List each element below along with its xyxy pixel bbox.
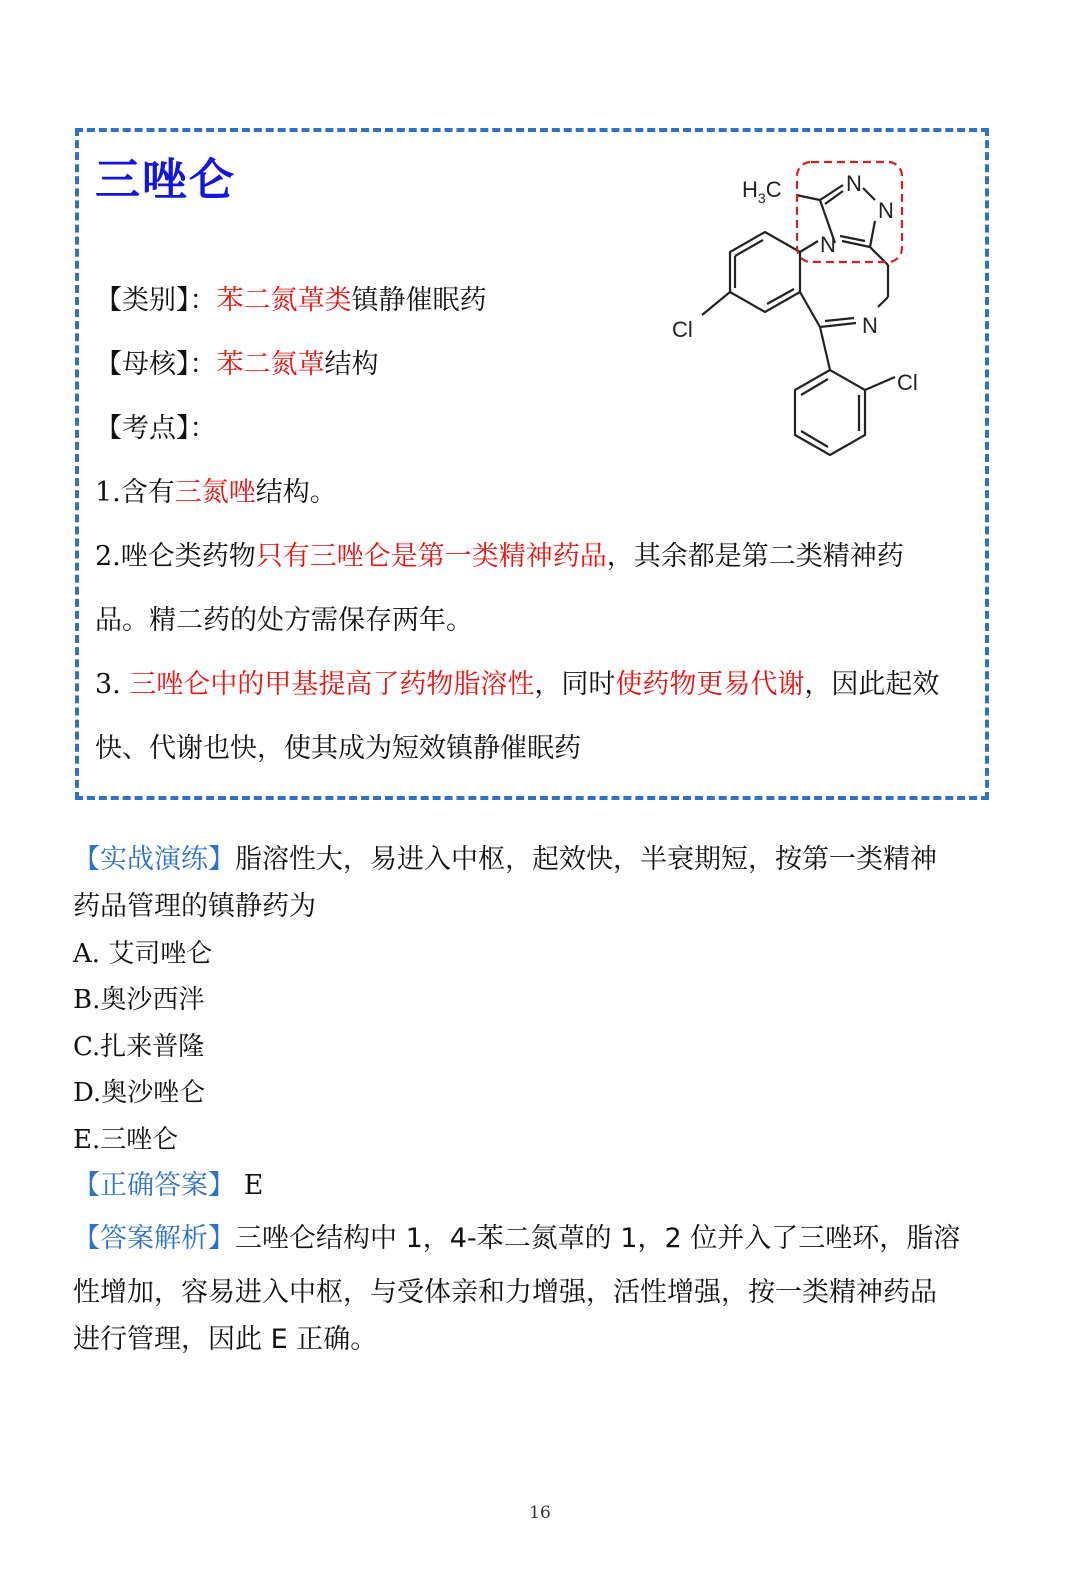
points-label: 【考点】：	[95, 413, 217, 444]
option-b: B.奥沙西泮	[73, 985, 205, 1015]
analysis-tag: 【答案解析】	[73, 1223, 235, 1254]
cl-right-label: Cl	[897, 370, 918, 395]
benzene-ring-a	[730, 232, 800, 312]
option-c: C.扎来普隆	[73, 1032, 205, 1062]
n-imine-label: N	[862, 313, 878, 338]
benzene-ring-b	[795, 370, 865, 455]
option-d: D.奥沙唑仑	[73, 1078, 206, 1108]
analysis-line2: 性增加，容易进入中枢，与受体亲和力增强，活性增强，按一类精神药品	[73, 1277, 937, 1308]
nucleus-line: 【母核】：苯二氮䓬结构	[95, 349, 379, 380]
page-number: 16	[529, 1503, 551, 1523]
analysis-line1: 【答案解析】三唑仑结构中 1，4-苯二氮䓬的 1，2 位并入了三唑环，脂溶	[73, 1223, 961, 1254]
point-3: 3. 三唑仑中的甲基提高了药物脂溶性，同时使药物更易代谢，因此起效	[95, 669, 940, 700]
analysis-line3: 进行管理，因此 E 正确。	[73, 1324, 378, 1355]
cl-left-label: Cl	[672, 317, 693, 342]
point-3-continued: 快、代谢也快，使其成为短效镇静催眠药	[95, 733, 581, 764]
n-top-label: N	[846, 171, 862, 196]
option-e: E.三唑仑	[73, 1125, 179, 1155]
triazolam-structure	[660, 155, 930, 475]
answer-line: 【正确答案】 E	[73, 1170, 264, 1201]
exercise-question-line1: 【实战演练】脂溶性大，易进入中枢，起效快，半衰期短，按第一类精神	[73, 844, 937, 875]
n-ring-label: N	[820, 232, 836, 257]
answer-tag: 【正确答案】	[73, 1170, 235, 1201]
card-title: 三唑仑	[95, 153, 237, 206]
point-2: 2.唑仑类药物只有三唑仑是第一类精神药品，其余都是第二类精神药	[95, 541, 904, 572]
point-1: 1.含有三氮唑结构。	[95, 477, 337, 508]
exercise-question-line2: 药品管理的镇静药为	[73, 891, 316, 922]
exercise-tag: 【实战演练】	[73, 844, 235, 875]
point-2-continued: 品。精二药的处方需保存两年。	[95, 605, 473, 636]
n-right-label: N	[878, 198, 894, 223]
category-line: 【类别】：苯二氮䓬类镇静催眠药	[95, 285, 487, 316]
option-a: A. 艾司唑仑	[73, 939, 213, 969]
methyl-label: $H_3C$	[742, 177, 782, 206]
